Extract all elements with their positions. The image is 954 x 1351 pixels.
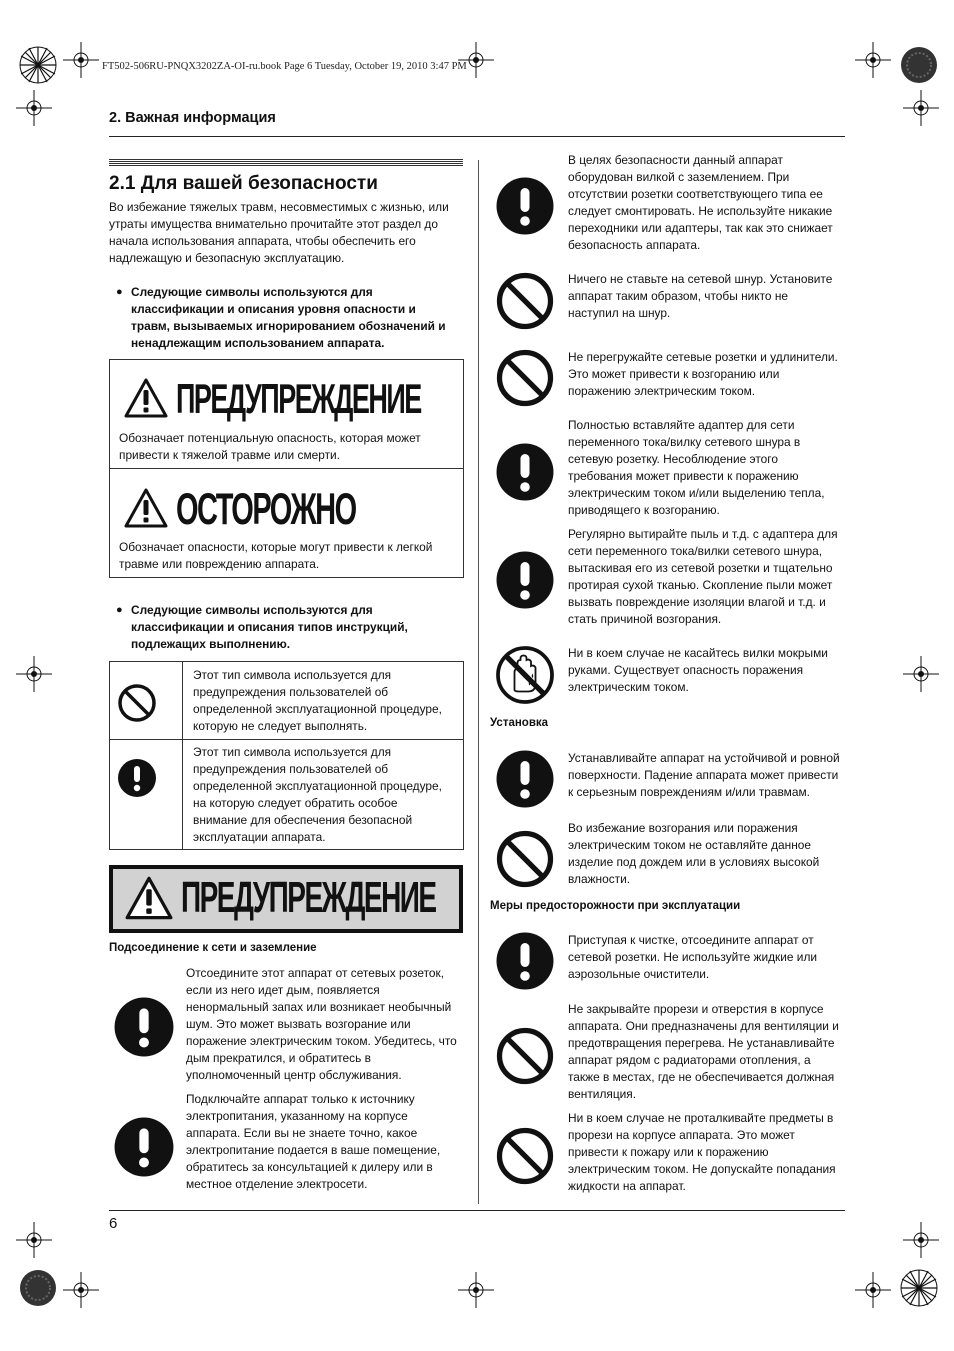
item-line: аппарат рядом с радиаторами отопления, а <box>568 1053 811 1067</box>
safety-item-foreign-objects <box>568 1110 848 1195</box>
intro-line: начала использования аппарата, чтобы обеспечить его <box>109 234 416 248</box>
crosshair-mark-icon <box>458 42 494 78</box>
intro-line: Во избежание тяжелых травм, несовместимых с жизнью, или <box>109 200 449 214</box>
safety-item-overload <box>568 349 848 400</box>
registration-dark-circle-icon <box>899 45 939 85</box>
item-line: Это может привести к возгоранию или <box>568 367 780 381</box>
item-line: аэрозольные очистители. <box>568 967 710 981</box>
safety-item-power-source <box>186 1091 466 1193</box>
item-line: Приступая к чистке, отсоедините аппарат от <box>568 933 814 947</box>
desc-line: предупреждения пользователей об <box>193 762 389 776</box>
item-line: Ни в коем случае не касайтесь вилки мокрыми <box>568 646 828 660</box>
item-line: вентиляция. <box>568 1087 637 1101</box>
subheading-power-grounding: Подсоединение к сети и заземление <box>109 942 317 954</box>
desc-line: внимание для обеспечения безопасной <box>193 813 413 827</box>
table-column-divider <box>182 662 183 849</box>
table-row-divider <box>110 739 463 740</box>
item-line: руками. Существует опасность поражения <box>568 663 804 677</box>
item-line: стать причиной возгорания. <box>568 612 722 626</box>
item-line: следует смонтировать. Не используйте никакие <box>568 204 833 218</box>
item-line: аппарата. Если вы не знаете точно, какое <box>186 1126 418 1140</box>
item-line: электрическим током. Не допускайте попадания <box>568 1162 836 1176</box>
crosshair-mark-icon <box>63 42 99 78</box>
item-line: сети переменного тока/вилки сетевого шнура, <box>568 544 823 558</box>
mandatory-icon <box>495 176 555 236</box>
item-line: вызвать повреждение изоляции влагой и т.д. и <box>568 595 826 609</box>
item-line: Устанавливайте аппарат на устойчивой и ровной <box>568 751 840 765</box>
item-line: изделие под дождем или в условиях высокой <box>568 855 820 869</box>
mandatory-icon <box>495 749 555 809</box>
page-number: 6 <box>109 1215 118 1232</box>
desc-line: привести к тяжелой травме или смерти. <box>119 448 340 462</box>
prohibition-icon <box>495 271 555 331</box>
item-line: шум. Это может вызвать возгорание или <box>186 1017 411 1031</box>
warning-triangle-icon <box>124 378 168 418</box>
safety-item-ventilation <box>568 1001 848 1103</box>
safety-item-rain-humidity <box>568 820 848 888</box>
caution-level-box <box>109 468 464 578</box>
crosshair-mark-icon <box>16 656 52 692</box>
intro-paragraph <box>109 199 469 267</box>
item-line: дым прекратился, и обратитесь в <box>186 1051 371 1065</box>
item-line: влажности. <box>568 872 631 886</box>
desc-line: Обозначает опасности, которые могут привести к легкой <box>119 540 433 554</box>
prohibition-icon <box>117 683 157 723</box>
warning-banner <box>109 865 463 933</box>
bullet-line: травм, вызываемых игнорированием обозначений и <box>131 319 446 333</box>
prohibition-icon <box>495 1026 555 1086</box>
section-title: 2.1 Для вашей безопасности <box>109 173 378 194</box>
safety-item-insert-adapter <box>568 417 848 519</box>
caution-level-title: ОСТОРОЖНО <box>176 485 356 535</box>
crosshair-mark-icon <box>903 656 939 692</box>
mandatory-icon <box>495 550 555 610</box>
item-line: электрическим током. <box>568 680 689 694</box>
warning-level-box <box>109 359 464 469</box>
footer-rule <box>109 1210 845 1211</box>
desc-line: определенной эксплуатационной процедуре, <box>193 779 442 793</box>
crosshair-mark-icon <box>903 90 939 126</box>
item-line: если из него идет дым, появляется <box>186 983 380 997</box>
item-line: В целях безопасности данный аппарат <box>568 153 783 167</box>
desc-line: определенной эксплуатационной процедуре, <box>193 702 442 716</box>
intro-line: утраты имущества внимательно прочитайте этот раздел до <box>109 217 438 231</box>
item-line: Отсоедините этот аппарат от сетевых розеток, <box>186 966 445 980</box>
section-header: 2. Важная информация <box>109 110 276 126</box>
desc-line: Этот тип символа используется для <box>193 745 392 759</box>
bullet-dot: ● <box>116 286 123 298</box>
safety-item-stable-surface <box>568 750 848 801</box>
item-line: оборудован вилкой с заземлением. При <box>568 170 790 184</box>
item-line: приводящего к возгоранию. <box>568 503 720 517</box>
section-title-bar <box>109 159 463 166</box>
item-line: сетевой розетки. Не используйте жидкие или <box>568 950 818 964</box>
item-line: уполномоченный центр обслуживания. <box>186 1068 402 1082</box>
bullet-note-levels <box>131 284 466 352</box>
bullet-line: Следующие символы используются для <box>131 603 373 617</box>
desc-line: которую не следует выполнять. <box>193 719 368 733</box>
item-line: поражение электрическим током. Убедитесь, что <box>186 1034 457 1048</box>
crosshair-mark-icon <box>16 1222 52 1258</box>
item-line: Не закрывайте прорези и отверстия в корпусе <box>568 1002 824 1016</box>
item-line: привести к пожару или к поражению <box>568 1145 769 1159</box>
crosshair-mark-icon <box>63 1272 99 1308</box>
caution-level-desc <box>119 539 459 573</box>
item-line: предотвращения перегрева. Не устанавливайте <box>568 1036 835 1050</box>
item-line: Подключайте аппарат только к источнику <box>186 1092 415 1106</box>
warning-banner-title: ПРЕДУПРЕЖДЕНИЕ <box>181 873 436 922</box>
item-line: сетевую розетку. Несоблюдение этого <box>568 452 778 466</box>
crosshair-mark-icon <box>903 1222 939 1258</box>
item-line: отсутствии розетки соответствующего типа ее <box>568 187 823 201</box>
warning-level-title: ПРЕДУПРЕЖДЕНИЕ <box>176 376 421 423</box>
symbol-table <box>109 661 464 850</box>
bullet-line: Следующие символы используются для <box>131 285 373 299</box>
book-file-header: FT502-506RU-PNQX3202ZA-OI-ru.book Page 6 Tuesday, October 19, 2010 3:47 PM <box>102 61 467 72</box>
intro-line: надлежащую и безопасную эксплуатацию. <box>109 251 345 265</box>
item-line: также в местах, где не обеспечивается должная <box>568 1070 835 1084</box>
item-line: местное отделение электросети. <box>186 1177 368 1191</box>
symbol-desc-prohibition <box>193 667 463 735</box>
desc-line: травме или повреждению аппарата. <box>119 557 320 571</box>
item-line: переменного тока/вилку сетевого шнура в <box>568 435 801 449</box>
item-line: Регулярно вытирайте пыль и т.д. с адаптера для <box>568 527 838 541</box>
bullet-line: ненадлежащим использованием аппарата. <box>131 336 385 350</box>
item-line: переходники или адаптеры, так как это снижает <box>568 221 833 235</box>
no-wet-hands-icon <box>495 645 555 705</box>
mandatory-icon <box>495 442 555 502</box>
item-line: электрическим током и/или выделению тепла, <box>568 486 825 500</box>
crosshair-mark-icon <box>855 42 891 78</box>
item-line: прорези на корпусе аппарата. Это может <box>568 1128 795 1142</box>
subheading-installation: Установка <box>490 717 549 729</box>
safety-item-wet-hands <box>568 645 848 696</box>
caution-triangle-icon <box>124 488 168 528</box>
safety-item-cleaning <box>568 932 848 983</box>
desc-line: Этот тип символа используется для <box>193 668 392 682</box>
registration-starburst-icon <box>899 1268 939 1308</box>
bullet-dot: ● <box>116 604 123 616</box>
mandatory-icon <box>117 758 157 798</box>
desc-line: предупреждения пользователей об <box>193 685 389 699</box>
item-line: вытаскивая его из сетевой розетки и тщательно <box>568 561 833 575</box>
item-line: аппарат таким образом, чтобы никто не <box>568 289 789 303</box>
item-line: поверхности. Падение аппарата может привести <box>568 768 839 782</box>
item-line: обратитесь за консультацией к дилеру или в <box>186 1160 433 1174</box>
safety-item-grounding-plug <box>568 152 848 254</box>
mandatory-icon <box>113 1116 175 1178</box>
bullet-line: классификации и описания типов инструкций, <box>131 620 408 634</box>
mandatory-icon <box>495 931 555 991</box>
prohibition-icon <box>495 348 555 408</box>
item-line: протирая сухой тканью. Скопление пыли может <box>568 578 833 592</box>
crosshair-mark-icon <box>458 1272 494 1308</box>
desc-line: Обозначает потенциальную опасность, которая может <box>119 431 421 445</box>
item-line: электрическим током не оставляйте данное <box>568 838 811 852</box>
registration-dark-circle-icon <box>18 1268 58 1308</box>
item-line: безопасность аппарата. <box>568 238 701 252</box>
warning-triangle-icon <box>125 876 173 920</box>
prohibition-icon <box>495 829 555 889</box>
crosshair-mark-icon <box>16 90 52 126</box>
item-line: Ничего не ставьте на сетевой шнур. Установите <box>568 272 833 286</box>
item-line: к серьезным повреждениям и/или травмам. <box>568 785 810 799</box>
item-line: поражению электрическим током. <box>568 384 756 398</box>
mandatory-icon <box>113 996 175 1058</box>
safety-item-power-cord <box>568 271 848 322</box>
bullet-note-types <box>131 602 466 653</box>
safety-item-smoke <box>186 965 466 1084</box>
bullet-line: классификации и описания уровня опасности и <box>131 302 416 316</box>
item-line: жидкости на аппарат. <box>568 1179 686 1193</box>
item-line: Полностью вставляйте адаптер для сети <box>568 418 795 432</box>
registration-starburst-icon <box>18 45 58 85</box>
item-line: Не перегружайте сетевые розетки и удлинители. <box>568 350 838 364</box>
item-line: Ни в коем случае не проталкивайте предметы в <box>568 1111 834 1125</box>
desc-line: на которую следует обратить особое <box>193 796 398 810</box>
item-line: наступил на шнур. <box>568 306 671 320</box>
subheading-operation-precautions: Меры предосторожности при эксплуатации <box>490 900 741 912</box>
desc-line: эксплуатации аппарата. <box>193 830 326 844</box>
crosshair-mark-icon <box>855 1272 891 1308</box>
item-line: требования может привести к поражению <box>568 469 799 483</box>
item-line: Во избежание возгорания или поражения <box>568 821 798 835</box>
item-line: аппарата. Они предназначены для вентиляции и <box>568 1019 839 1033</box>
item-line: электропитания, указанному на корпусе <box>186 1109 408 1123</box>
safety-item-dust <box>568 526 848 628</box>
header-rule <box>109 136 845 137</box>
bullet-line: подлежащих выполнению. <box>131 637 291 651</box>
item-line: ненормальный запах или возникает необычный <box>186 1000 452 1014</box>
warning-level-desc <box>119 430 459 464</box>
prohibition-icon <box>495 1126 555 1186</box>
column-divider <box>478 160 479 1204</box>
item-line: электропитание подается в ваше помещение, <box>186 1143 441 1157</box>
symbol-desc-mandatory <box>193 744 463 846</box>
